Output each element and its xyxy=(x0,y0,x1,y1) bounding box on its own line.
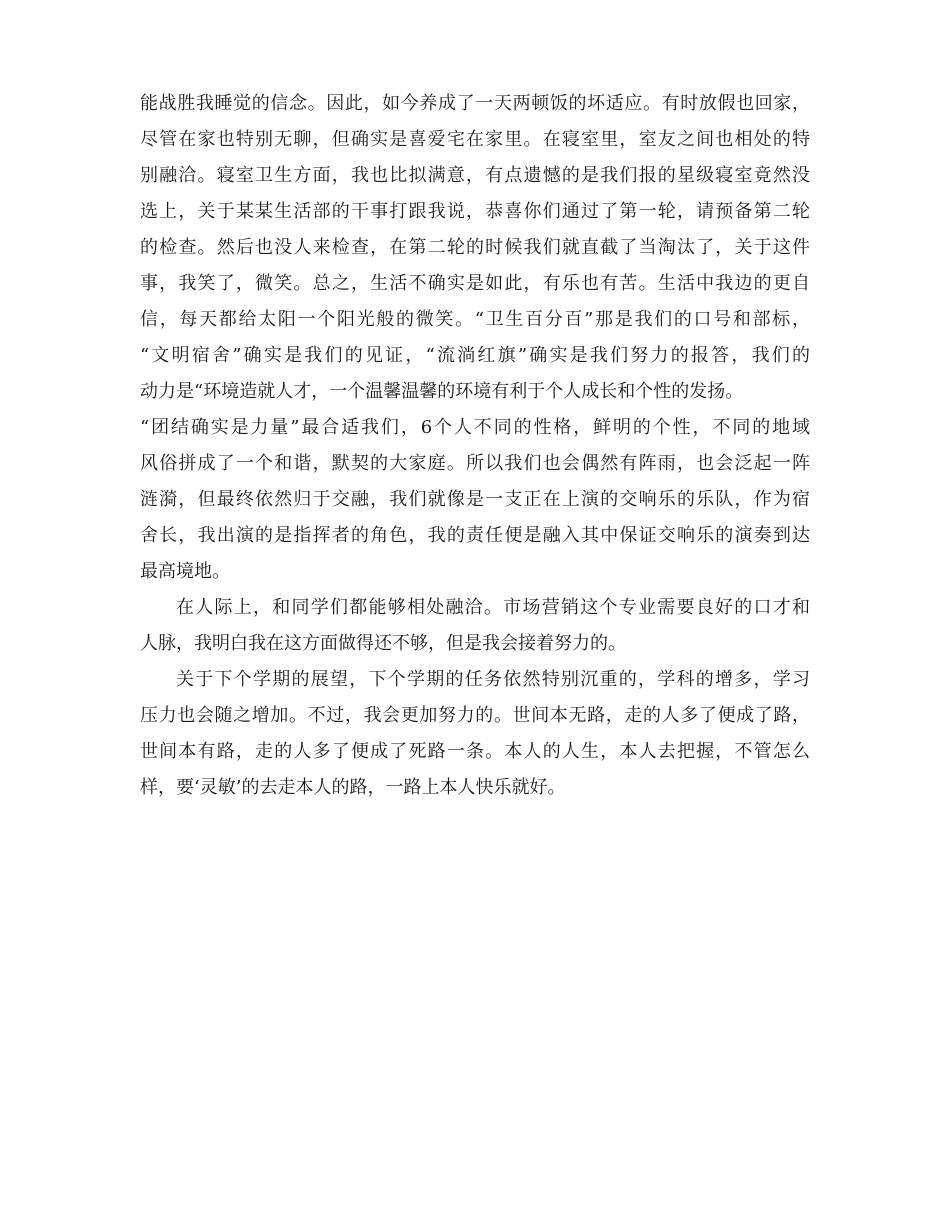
text-line: 别融洽。寝室卫生方面，我也比拟满意，有点遗憾的是我们报的星级寝室竟然没 xyxy=(140,165,810,186)
text-line: 风俗拼成了一个和谐，默契的大家庭。所以我们也会偶然有阵雨，也会泛起一阵 xyxy=(140,453,810,474)
text-line: 舍长，我出演的是指挥者的角色，我的责任便是融入其中保证交响乐的演奏到达 xyxy=(140,525,810,546)
text-line: 压力也会随之增加。不过，我会更加努力的。世间本无路，走的人多了便成了路， xyxy=(140,705,810,726)
text-line: 样，要‘灵敏’的去走本人的路，一路上本人快乐就好。 xyxy=(140,777,566,798)
text-line: “团结确实是力量”最合适我们，6个人不同的性格，鲜明的个性，不同的地域 xyxy=(140,417,810,438)
paragraph-outlook xyxy=(140,662,810,806)
text-line: 事，我笑了，微笑。总之，生活不确实是如此，有乐也有苦。生活中我边的更自 xyxy=(140,273,810,294)
text-line: 最高境地。 xyxy=(140,561,230,582)
text-line: “文明宿舍”确实是我们的见证，“流淌红旗”确实是我们努力的报答，我们的 xyxy=(140,345,810,366)
paragraph-dormitory-life xyxy=(140,86,810,590)
text-line: 世间本有路，走的人多了便成了死路一条。本人的人生，本人去把握，不管怎么 xyxy=(140,741,810,762)
document-body xyxy=(140,86,810,806)
text-line: 选上，关于某某生活部的干事打跟我说，恭喜你们通过了第一轮，请预备第二轮 xyxy=(140,201,810,222)
text-line: 能战胜我睡觉的信念。因此，如今养成了一天两顿饭的坏适应。有时放假也回家， xyxy=(140,93,810,114)
paragraph-interpersonal xyxy=(140,590,810,662)
text-line: 人脉，我明白我在这方面做得还不够，但是我会接着努力的。 xyxy=(140,633,626,654)
text-line: 涟漪，但最终依然归于交融，我们就像是一支正在上演的交响乐的乐队，作为宿 xyxy=(140,489,810,510)
text-line: 动力是“环境造就人才，一个温馨温馨的环境有利于个人成长和个性的发扬。 xyxy=(140,381,744,402)
text-line: 关于下个学期的展望，下个学期的任务依然特别沉重的，学科的增多，学习 xyxy=(176,669,810,690)
text-line: 的检查。然后也没人来检查，在第二轮的时候我们就直截了当淘汰了，关于这件 xyxy=(140,237,810,258)
text-line: 信，每天都给太阳一个阳光般的微笑。“卫生百分百”那是我们的口号和部标， xyxy=(140,309,810,330)
text-line: 在人际上，和同学们都能够相处融洽。市场营销这个专业需要良好的口才和 xyxy=(176,597,810,618)
text-line: 尽管在家也特别无聊，但确实是喜爱宅在家里。在寝室里，室友之间也相处的特 xyxy=(140,129,810,150)
